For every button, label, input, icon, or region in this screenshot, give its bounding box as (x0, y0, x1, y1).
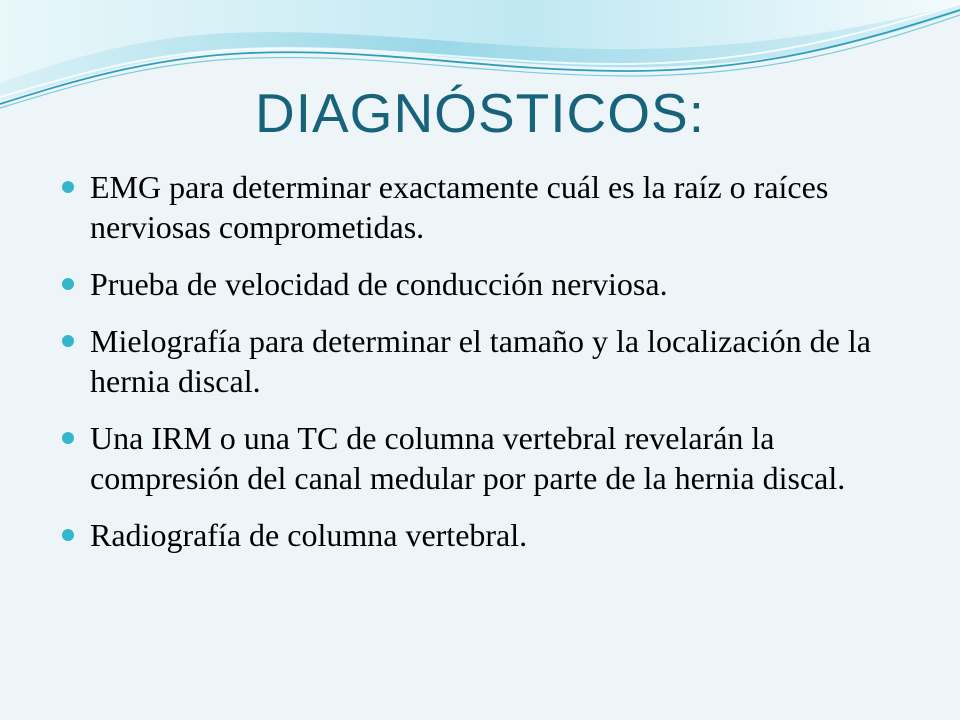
bullet-dot-icon (62, 432, 74, 444)
bullet-text: Radiografía de columna vertebral. (90, 517, 528, 553)
bullet-dot-icon (62, 529, 74, 541)
bullet-text: Mielografía para determinar el tamaño y la localización de la hernia discal. (90, 323, 871, 399)
bullet-list (62, 167, 892, 572)
bullet-item-2 (62, 264, 892, 304)
bullet-text: Una IRM o una TC de columna vertebral revelarán la compresión del canal medular por parte de la hernia discal. (90, 420, 846, 496)
bullet-dot-icon (62, 181, 74, 193)
bullet-text: Prueba de velocidad de conducción nerviosa. (90, 266, 668, 302)
bullet-item-5 (62, 515, 892, 555)
bullet-item-1 (62, 167, 892, 247)
slide-title: DIAGNÓSTICOS: (255, 82, 705, 144)
bullet-dot-icon (62, 335, 74, 347)
bullet-dot-icon (62, 278, 74, 290)
bullet-item-4 (62, 418, 892, 498)
bullet-item-3 (62, 321, 892, 401)
bullet-text: EMG para determinar exactamente cuál es la raíz o raíces nerviosas comprometidas. (90, 169, 829, 245)
